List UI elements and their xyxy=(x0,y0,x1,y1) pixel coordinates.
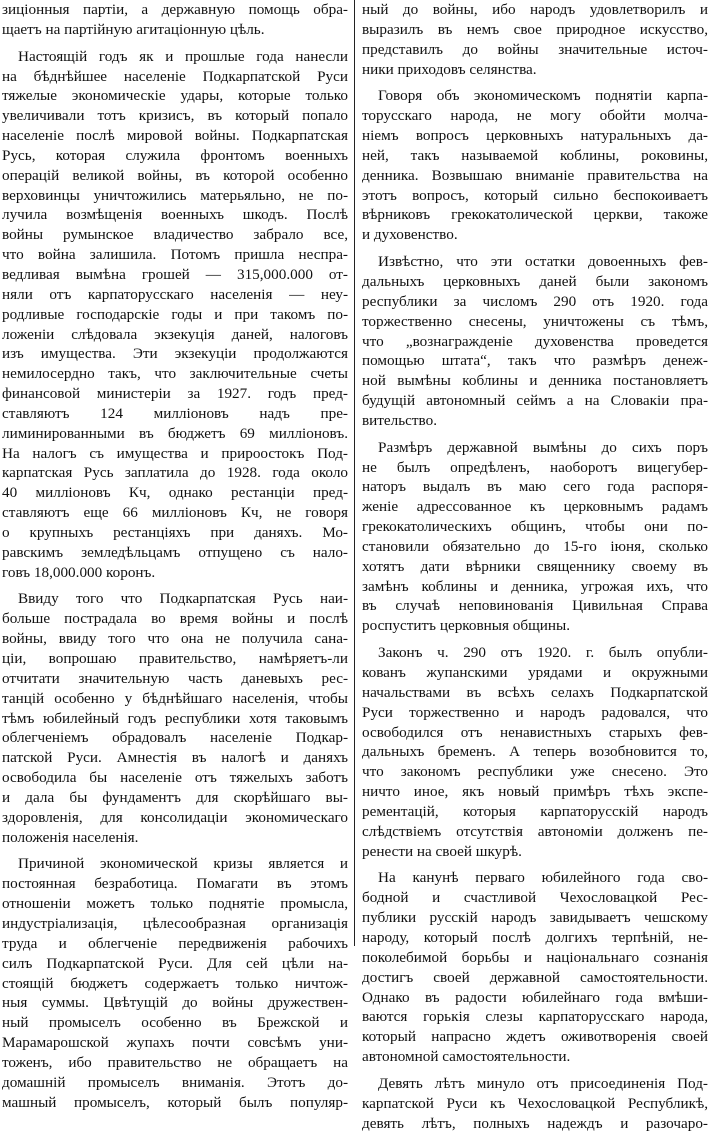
text-line: труда и облегченіе передвиженія рабочихъ xyxy=(2,934,348,952)
text-line: и дала бы фундаментъ для скорѣйшаго вы- xyxy=(2,788,348,806)
text-line: постоянная безработица. Помагати въ этомъ xyxy=(2,875,348,893)
text-line: ный промыселъ особенно въ Брежской и xyxy=(2,1014,348,1032)
text-line: республики за числомъ 290 отъ 1920. года xyxy=(362,292,708,310)
text-line: индустріализація, цѣлесообразная организація xyxy=(2,914,348,932)
text-line: вительство. xyxy=(362,411,438,429)
paragraph-gap xyxy=(362,1067,708,1074)
text-line: денника. Возвышаю вниманіе правительства на xyxy=(362,166,708,184)
text-line: поколебимой борьбы и національнаго сознанія xyxy=(362,948,708,966)
text-line: говъ 18,000.000 коронъ. xyxy=(2,563,156,581)
text-line: тѣмъ юбилейный годъ республики хотя таковымъ xyxy=(2,709,348,727)
text-line: ставляютъ еще 66 милліоновъ Кч, не говоря xyxy=(2,504,348,522)
text-line: рементацій, которыя карпаторусскій народъ xyxy=(362,802,708,820)
text-line: финансовой министеріи за 1927. годъ пред- xyxy=(2,385,348,403)
text-line: домашній промыселъ вниманія. Этотъ до- xyxy=(2,1073,348,1091)
text-line: начальствами въ всѣхъ селахъ Подкарпатской xyxy=(362,683,708,701)
text-line: слѣдствіемъ отсутствія автономіи долженъ пе- xyxy=(362,822,708,840)
text-line: лучила возмѣщенія военныхъ шкодъ. Послѣ xyxy=(2,206,348,224)
text-line: хотятъ дати вѣрники священнику своему въ xyxy=(362,557,708,575)
text-line: ніемъ вопросъ церковныхъ натуральныхъ да- xyxy=(362,127,708,145)
text-line: женіе адрессованное къ церковнымъ радамъ xyxy=(362,498,708,516)
text-line: этотъ вопросъ, который сильно беспокоиваетъ xyxy=(362,186,708,204)
paragraph xyxy=(362,252,708,431)
text-line: достигъ своей державной самостоятельности. xyxy=(362,968,708,986)
paragraph-gap xyxy=(2,847,348,854)
text-line: Причиной экономической кризы является и xyxy=(18,855,348,873)
paragraph xyxy=(362,0,708,79)
text-line: грекокатолическихъ общинъ, чтобы они по- xyxy=(362,518,708,536)
paragraph xyxy=(2,854,348,1112)
text-line: народу, который послѣ долгихъ терпѣній, не- xyxy=(362,928,708,946)
text-line: верховинцы уничтожились матерьяльно, не по- xyxy=(2,186,348,204)
text-line: представилъ до войны значительные источ- xyxy=(362,40,708,58)
paragraph-gap xyxy=(362,79,708,86)
text-line: становили обязательно до 15-го іюня, сколько xyxy=(362,537,708,555)
text-line: Законъ ч. 290 отъ 1920. г. былъ опубли- xyxy=(378,644,708,662)
text-line: автономной самостоятельности. xyxy=(362,1048,571,1066)
text-line: будущій автономный сеймъ а на Словакіи пра- xyxy=(362,392,708,410)
paragraph-gap xyxy=(362,636,708,643)
text-line: ныя суммы. Цвѣтущій до войны дружествен- xyxy=(2,994,348,1012)
right-column xyxy=(362,0,708,1133)
text-line: Ввиду того что Подкарпатская Русь наи- xyxy=(18,590,348,608)
paragraph xyxy=(362,868,708,1066)
text-line: Однако въ радости юбилейнаго года вмѣши- xyxy=(362,988,708,1006)
text-line: что „вознагражденіе духовенства проведется xyxy=(362,332,708,350)
text-line: въ случаѣ неповинованія Цивильная Справа xyxy=(362,597,708,615)
text-line: ваются горькія слезы карпаторусскаго народа, xyxy=(362,1008,708,1026)
text-line: ціи, вопрошаю правительство, намѣряетъ-ли xyxy=(2,650,348,667)
text-line: больше пострадала во время войны и послѣ xyxy=(2,610,348,628)
text-line: что война залишила. Потомъ пришла неспра- xyxy=(2,246,348,264)
text-line: Размѣръ державной вымѣны до сихъ поръ xyxy=(378,438,708,456)
paragraph xyxy=(2,589,348,847)
text-line: отношеніи можетъ только поднятіе промысла, xyxy=(2,895,348,913)
text-line: 40 милліоновъ Кч, однако рестанціи пред- xyxy=(2,484,348,502)
text-line: вѣрниковъ грекокатолической церкви, такоже xyxy=(362,206,708,224)
text-line: На налогъ съ имущества и прироостокъ Под- xyxy=(2,444,348,462)
text-line: ведливая вымѣна грошей — 315,000.000 от- xyxy=(2,265,348,283)
text-line: дальныхъ церковныхъ даней были закономъ xyxy=(362,272,708,290)
paragraph-gap xyxy=(2,582,348,589)
text-line: выразилъ въ немъ свое природное искусство, xyxy=(362,20,708,38)
text-line: что закономъ республики уже снесено. Это xyxy=(362,763,708,781)
paragraph xyxy=(362,438,708,636)
text-line: зиціонныя партіи, а державную помощь обра- xyxy=(2,1,348,18)
text-line: и духовенство. xyxy=(362,226,458,244)
paragraph-gap xyxy=(2,40,348,47)
text-line: населеніе послѣ мировой войны. Подкарпатская xyxy=(2,127,348,145)
text-line: Русь, которая служила фронтомъ военныхъ xyxy=(2,146,348,164)
text-line: отчитати значительную часть даневыхъ рес- xyxy=(2,669,348,687)
paragraph xyxy=(2,47,348,583)
text-line: щаетъ на партійную агитаціонную цѣль. xyxy=(2,20,265,38)
text-line: няли отъ карпаторусскаго населенія — неу- xyxy=(2,285,348,303)
text-line: ный до войны, ибо народъ удовлетворилъ и xyxy=(362,1,708,18)
text-line: ничто иное, якъ новый примѣръ тѣхъ экспе- xyxy=(362,783,708,801)
text-line: На канунѣ перваго юбилейного года сво- xyxy=(378,869,708,887)
paragraph xyxy=(362,1074,708,1133)
text-line: увеличивали тотъ кризисъ, въ который попало xyxy=(2,107,348,125)
text-line: помощью штата“, такъ что размѣръ денеж- xyxy=(362,352,708,370)
text-line: тоженъ, ибо правительство не обращаетъ на xyxy=(2,1053,348,1071)
text-line: на бѣднѣйшее населеніе Подкарпатской Руси xyxy=(2,67,348,85)
text-line: стоящій бюджетъ содержаетъ только ничтож- xyxy=(2,974,348,992)
column-divider xyxy=(354,0,355,946)
text-line: силъ Подкарпатской Руси. Для сей цѣли на- xyxy=(2,954,348,972)
text-line: кованъ жупанскими урядами и окружными xyxy=(362,664,708,681)
text-line: войны, ввиду того что она не получила сана- xyxy=(2,630,348,648)
paragraph-gap xyxy=(362,431,708,438)
text-line: тяжелые экономическіе удары, которые только xyxy=(2,87,348,105)
text-line: положенія населенія. xyxy=(2,828,139,846)
text-line: патской Руси. Амнестія въ налогѣ и даняхъ xyxy=(2,749,348,767)
paragraph-gap xyxy=(362,245,708,252)
text-line: карпатская Русь заплатила до 1928. года около xyxy=(2,464,348,482)
text-line: торусскаго народа, не могу обойти молча- xyxy=(362,107,708,125)
text-line: освободился отъ ненавистныхъ старыхъ фев- xyxy=(362,723,708,741)
paragraph-gap xyxy=(362,861,708,868)
text-line: Говоря объ экономическомъ поднятіи карпа- xyxy=(378,87,708,105)
text-line: танцій особенно у бѣднѣйшаго населенія, чтобы xyxy=(2,689,348,707)
paragraph xyxy=(2,0,348,40)
text-line: девять лѣтъ, полныхъ надеждъ и разочаро- xyxy=(362,1114,708,1132)
text-line: ренести на своей шкурѣ. xyxy=(362,842,522,860)
text-line: Извѣстно, что эти остатки довоенныхъ фев- xyxy=(378,253,708,271)
text-line: машный промыселъ, который былъ популяр- xyxy=(2,1093,348,1111)
text-line: ставляютъ 124 милліоновъ надъ пре- xyxy=(2,404,348,422)
text-line: облегченіемъ обрадовалъ населеніе Подкар- xyxy=(2,729,348,747)
text-line: ной вымѣны коблины и денника постановляетъ xyxy=(362,372,708,390)
text-line: роспуститъ церковныя общины. xyxy=(362,617,571,635)
text-line: не былъ опредѣленъ, наоборотъ вицегубер- xyxy=(362,458,708,476)
text-line: карпатской Руси къ Чехословацкой Республикѣ, xyxy=(362,1094,708,1112)
text-line: торжественно снесены, уничтожены съ тѣмъ, xyxy=(362,312,708,330)
text-line: ней, такъ называемой коблины, роковины, xyxy=(362,146,708,164)
text-line: равскимъ земледѣльцамъ отпущено съ нало- xyxy=(2,543,348,561)
text-line: наторъ выдалъ въ маю сего года распоря- xyxy=(362,478,708,496)
text-line: Руси торжественно и народъ радовался, что xyxy=(362,703,708,721)
paragraph xyxy=(362,643,708,861)
text-line: бодной и счастливой Чехословацкой Рес- xyxy=(362,889,708,907)
text-line: здоровленія, для консолидаціи экономическаго xyxy=(2,808,348,826)
text-line: Марамарошской жупахъ почти совсѣмъ уни- xyxy=(2,1034,348,1052)
text-line: немилосердно такъ, что заключительные счеты xyxy=(2,365,348,383)
text-line: изъ имущества. Эти экзекуціи продолжаются xyxy=(2,345,348,363)
text-line: родливые господарскіе годы и при такомъ по- xyxy=(2,305,348,323)
text-line: ники приходовъ селянства. xyxy=(362,60,537,78)
text-line: публики русскій народъ завидываетъ чешскому xyxy=(362,909,708,927)
text-line: дальныхъ бременъ. А теперь возобновится то, xyxy=(362,743,708,761)
text-line: который напрасно ждетъ оживотворенія своей xyxy=(362,1028,708,1046)
text-line: войны румынское владичество забрало все, xyxy=(2,226,348,244)
text-line: Настоящій годъ як и прошлые года нанесли xyxy=(18,47,348,65)
text-line: замѣнъ коблины и денника, угрожая ихъ, что xyxy=(362,577,708,595)
text-line: ложеніи слѣдовала экзекуція даней, налоговъ xyxy=(2,325,348,343)
paragraph xyxy=(362,86,708,245)
text-line: операцій великой войны, въ которой особенно xyxy=(2,166,348,184)
text-line: лиминированными въ бюджетъ 69 милліоновъ. xyxy=(2,424,348,442)
text-line: о крупныхъ рестанціяхъ при даняхъ. Мо- xyxy=(2,523,348,541)
text-line: Девять лѣтъ минуло отъ присоединенія Под- xyxy=(378,1074,708,1092)
text-line: освободила бы населеніе отъ тяжелыхъ заботъ xyxy=(2,769,348,787)
